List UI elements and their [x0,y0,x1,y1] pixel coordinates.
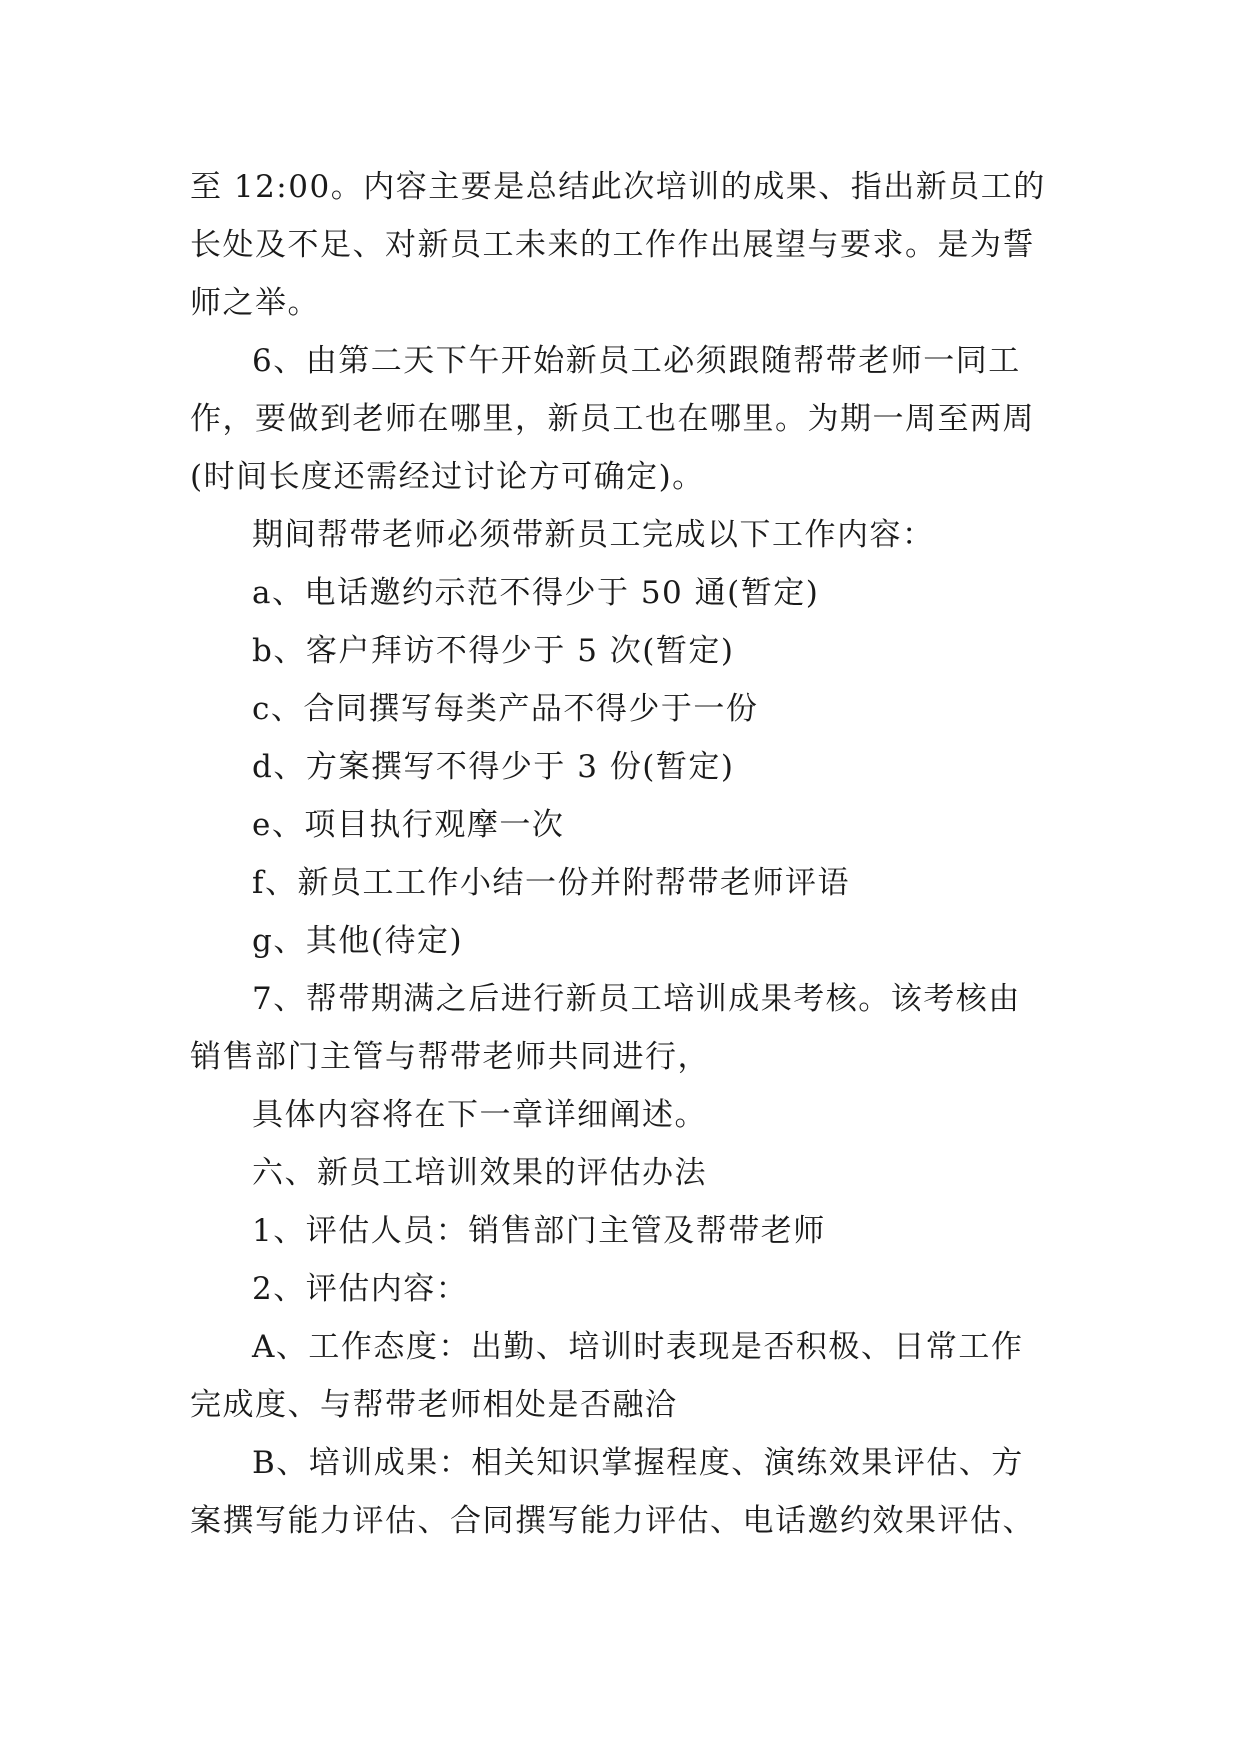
text-line: B、培训成果：相关知识掌握程度、演练效果评估、方 [252,1445,1024,1481]
text-line: 案撰写能力评估、合同撰写能力评估、电话邀约效果评估、 [190,1503,1035,1539]
list-item: b、客户拜访不得少于 5 次(暂定) [252,633,735,669]
text-line: 7、帮带期满之后进行新员工培训成果考核。该考核由 [252,981,1021,1017]
text-line: 1、评估人员：销售部门主管及帮带老师 [252,1213,826,1249]
list-item: f、新员工工作小结一份并附帮带老师评语 [252,865,850,901]
text-line: 长处及不足、对新员工未来的工作作出展望与要求。是为誓 [190,227,1035,263]
text-line: 作，要做到老师在哪里，新员工也在哪里。为期一周至两周 [190,401,1035,437]
text-line: 完成度、与帮带老师相处是否融洽 [190,1387,678,1423]
text-line: 销售部门主管与帮带老师共同进行， [190,1039,710,1075]
text-line: (时间长度还需经过讨论方可确定)。 [190,459,705,495]
list-item: d、方案撰写不得少于 3 份(暂定) [252,749,735,785]
text-line: A、工作态度：出勤、培训时表现是否积极、日常工作 [252,1329,1024,1365]
text-line: 期间帮带老师必须带新员工完成以下工作内容： [252,517,935,553]
text-line: 师之举。 [190,285,320,321]
text-line: 具体内容将在下一章详细阐述。 [252,1097,707,1133]
text-line: 至 12:00。内容主要是总结此次培训的成果、指出新员工的 [190,169,1046,205]
list-item: c、合同撰写每类产品不得少于一份 [252,691,759,727]
document-body [190,158,1070,1550]
text-line: 2、评估内容： [252,1271,469,1307]
list-item: a、电话邀约示范不得少于 50 通(暂定) [252,575,820,611]
section-heading: 六、新员工培训效果的评估办法 [252,1155,707,1191]
list-item: e、项目执行观摩一次 [252,807,565,843]
list-item: g、其他(待定) [252,923,464,959]
text-line: 6、由第二天下午开始新员工必须跟随帮带老师一同工 [252,343,1021,379]
